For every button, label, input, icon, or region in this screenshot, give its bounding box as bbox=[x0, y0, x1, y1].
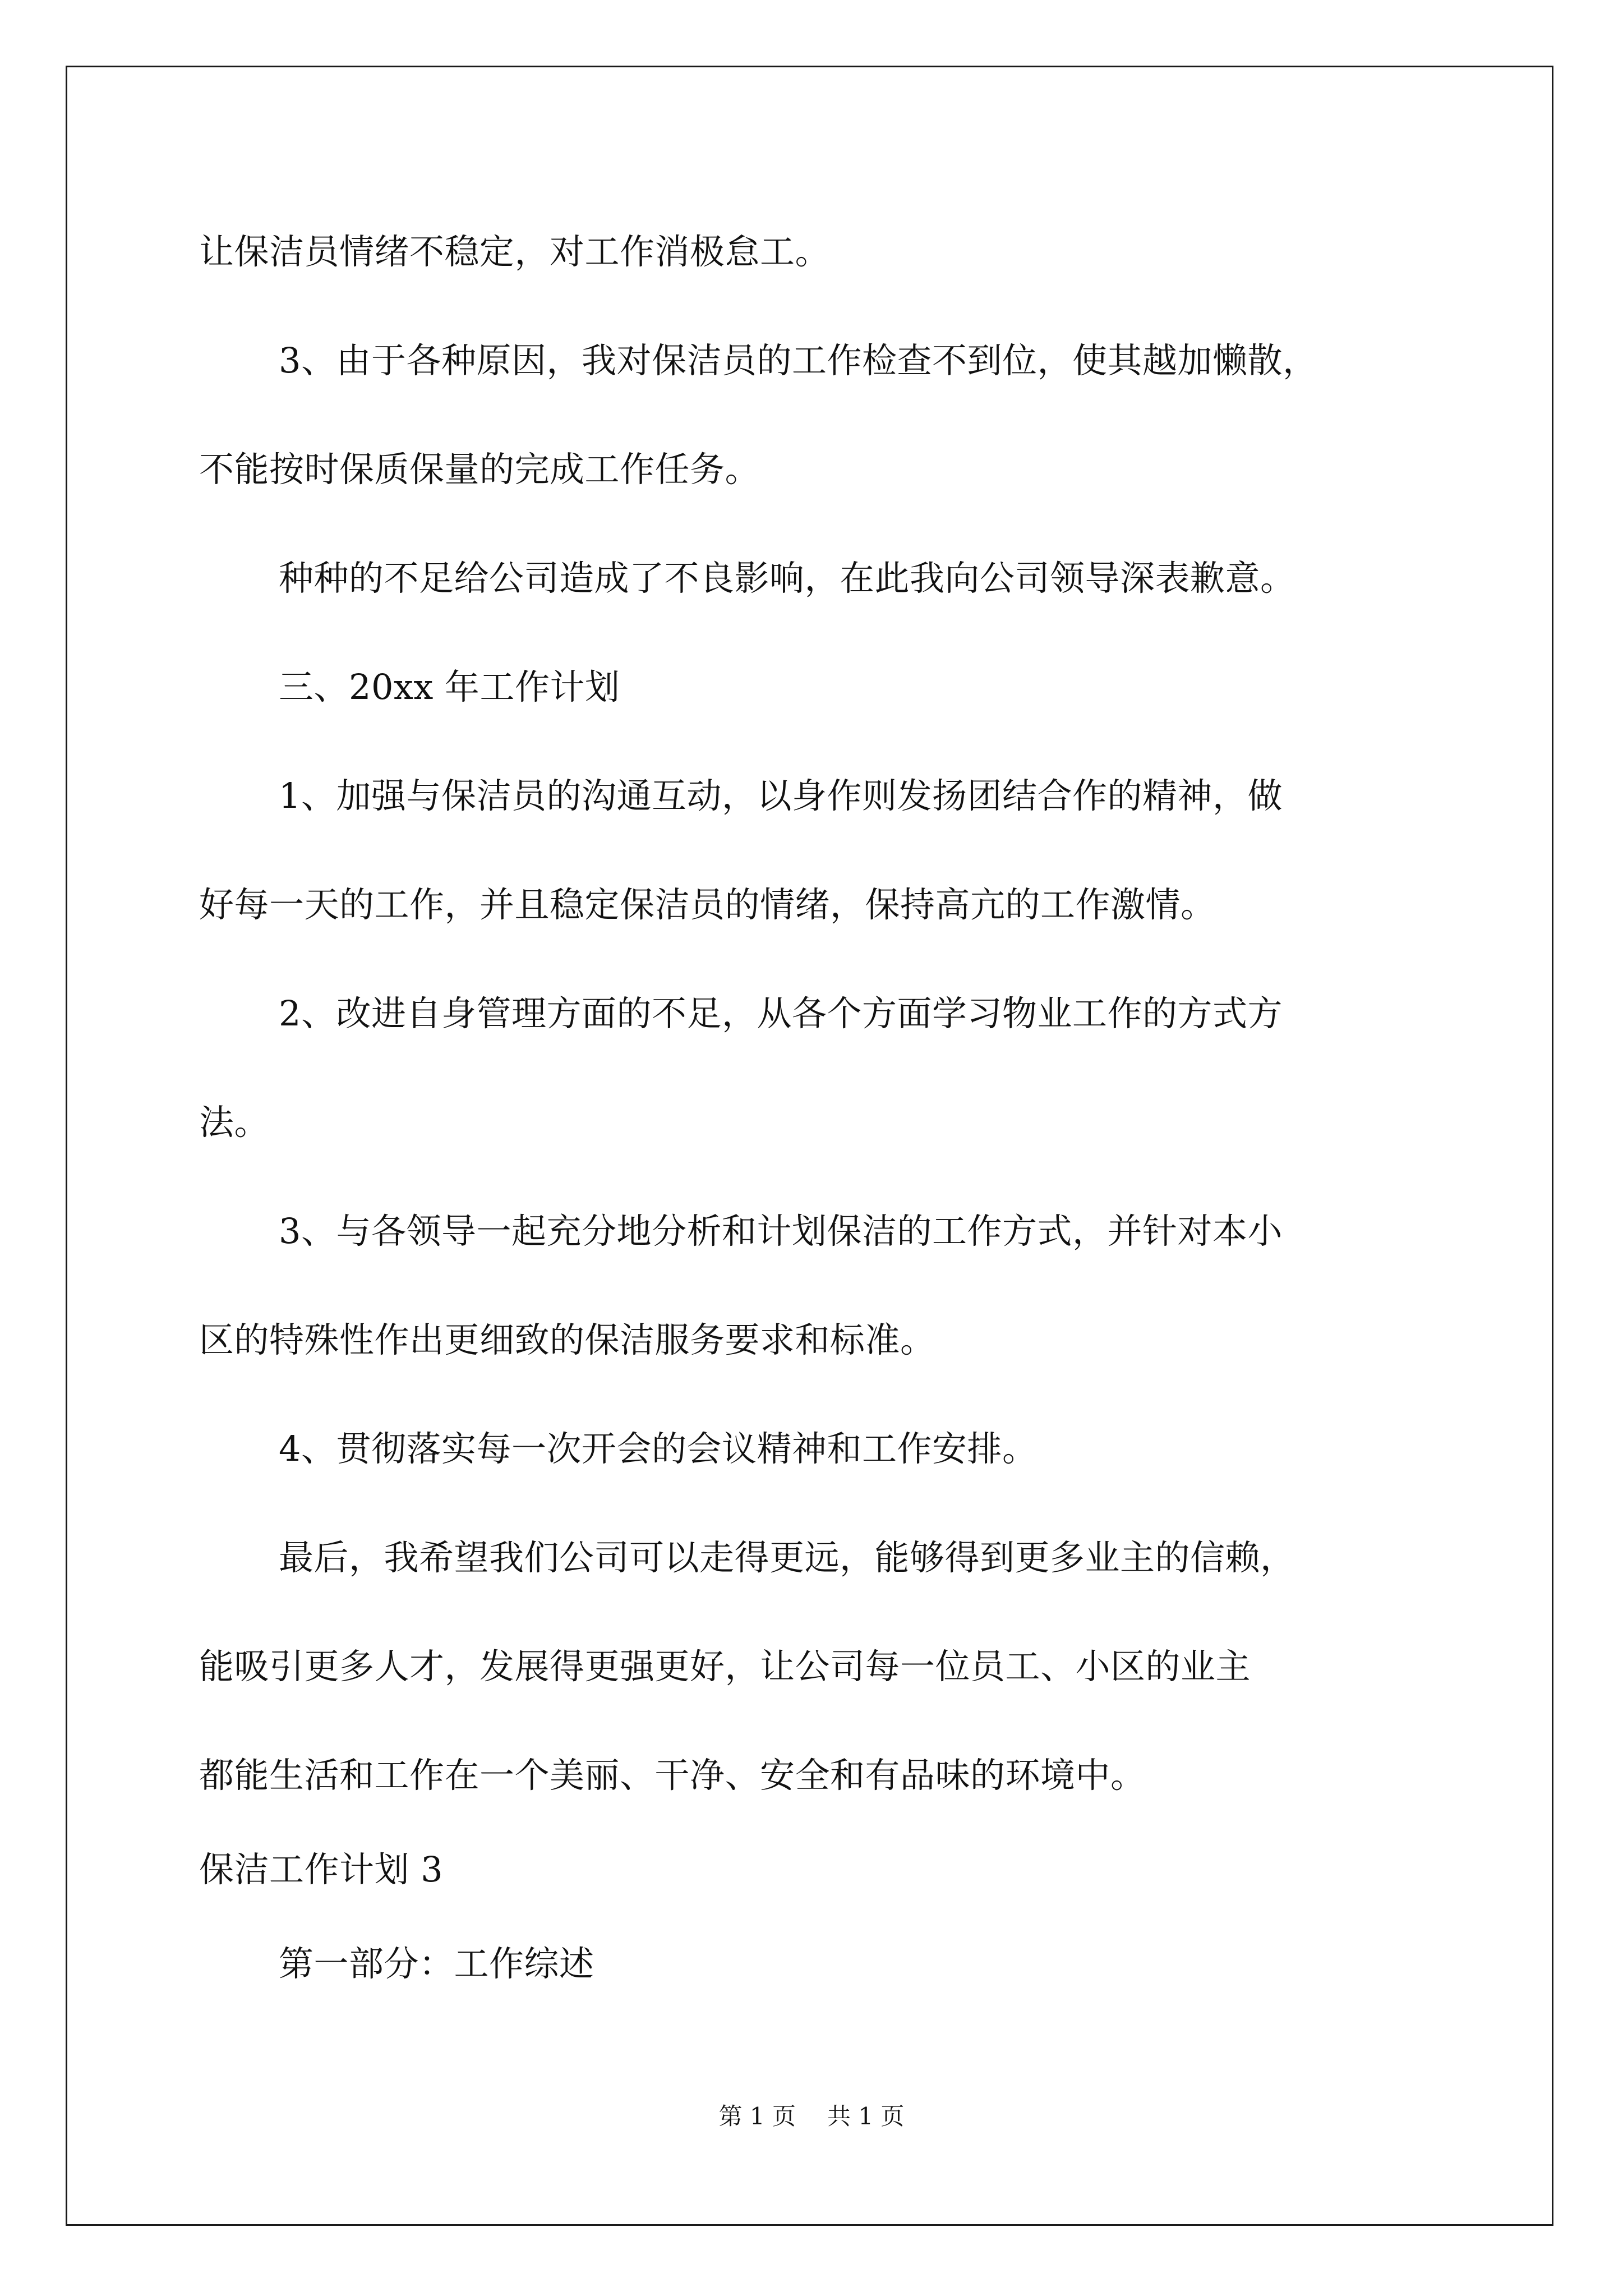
paragraph-line: 都能生活和工作在一个美丽、干净、安全和有品味的环境中。 bbox=[199, 1755, 1146, 1796]
paragraph-line: 种种的不足给公司造成了不良影响，在此我向公司领导深表歉意。 bbox=[279, 558, 1295, 599]
paragraph-line: 不能按时保质保量的完成工作任务。 bbox=[199, 449, 760, 490]
paragraph-line: 1、加强与保洁员的沟通互动，以身作则发扬团结合作的精神，做 bbox=[279, 775, 1283, 816]
page-footer bbox=[0, 2102, 1623, 2130]
paragraph-line: 法。 bbox=[199, 1102, 270, 1143]
page-border bbox=[66, 66, 1553, 2226]
section-heading: 三、20xx 年工作计划 bbox=[279, 666, 620, 707]
page-total: 共 1 页 bbox=[827, 2102, 905, 2130]
section-heading: 第一部分：工作综述 bbox=[279, 1943, 594, 1984]
paragraph-line: 2、改进自身管理方面的不足，从各个方面学习物业工作的方式方 bbox=[279, 993, 1283, 1034]
paragraph-line: 4、贯彻落实每一次开会的会议精神和工作安排。 bbox=[279, 1428, 1038, 1469]
paragraph-line: 最后，我希望我们公司可以走得更远，能够得到更多业主的信赖， bbox=[279, 1537, 1295, 1578]
paragraph-line: 让保洁员情绪不稳定，对工作消极怠工。 bbox=[199, 231, 831, 272]
paragraph-line: 好每一天的工作，并且稳定保洁员的情绪，保持高亢的工作激情。 bbox=[199, 884, 1216, 925]
paragraph-line: 能吸引更多人才，发展得更强更好，让公司每一位员工、小区的业主 bbox=[199, 1646, 1251, 1687]
paragraph-line: 3、与各领导一起充分地分析和计划保洁的工作方式，并针对本小 bbox=[279, 1211, 1283, 1251]
document-title: 保洁工作计划 3 bbox=[199, 1849, 444, 1890]
paragraph-line: 区的特殊性作出更细致的保洁服务要求和标准。 bbox=[199, 1319, 935, 1360]
paragraph-line: 3、由于各种原因，我对保洁员的工作检查不到位，使其越加懒散， bbox=[279, 340, 1318, 381]
page-number: 第 1 页 bbox=[718, 2102, 796, 2130]
